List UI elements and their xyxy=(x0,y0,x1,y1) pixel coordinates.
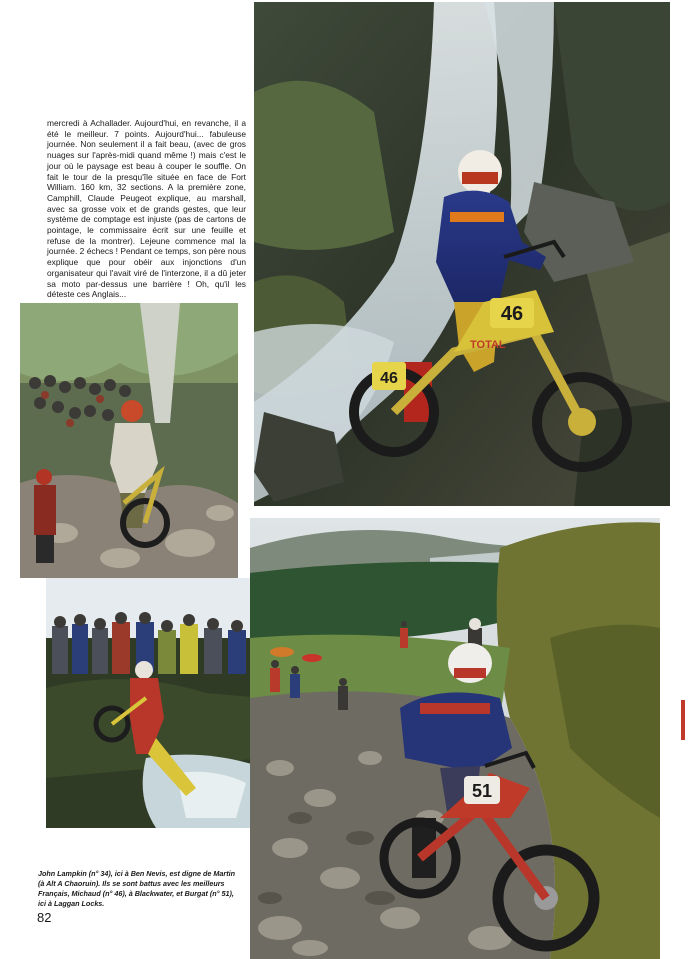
waterfall-sponsor-text: TOTAL xyxy=(470,339,506,351)
valley-plate-number: 51 xyxy=(471,781,493,801)
waterfall-plate-number: 46 xyxy=(500,303,524,325)
page-number: 82 xyxy=(37,910,52,925)
valley-rider-photo xyxy=(250,518,660,959)
page-edge-mark xyxy=(681,700,685,740)
article-body-text: mercredi à Achallader. Aujourd'hui, en revanche, il a été le meilleur. 7 points. Aujourd'hui... fabuleuse journée. Non seulement il a fait beau, (avec de gros nuages sur l'après-midi quand même !) mais c'est le jour où le paysage est beau à couper le souffle. On fait le tour de la presqu'île située en face de Fort William. 160 km, 32 sections. A la première zone, Camphill, Claude Peugeot explique, au marshall, avec sa grosse voix et de grands gestes, que leur système de comptage est injuste (pas de cartons de pointage, le commissaire écrit sur une feuille et refuse de la montrer). Lejeune commence mal la journée. 2 échecs ! Pendant ce temps, son père nous explique que pour obéir aux injonctions d'un organisateur qui l'avait viré de l'interzone, il a dû jeter sa moto par-dessus une barrière ! Oh, qu'il les déteste ces Anglais... xyxy=(47,118,246,300)
waterfall-rider-photo xyxy=(254,2,670,506)
crowd-rider-photo xyxy=(20,303,238,578)
photo-caption: John Lampkin (n° 34), ici à Ben Nevis, est digne de Martin (à Alt A Chaoruin). Ils se sont battus avec les meilleurs Français, Michaud (n° 46), à Blackwater, et Burgat (n° 51), ici à Laggan Locks. xyxy=(38,869,235,908)
svg-text:46: 46 xyxy=(380,370,398,387)
stream-rider-photo xyxy=(46,578,264,828)
